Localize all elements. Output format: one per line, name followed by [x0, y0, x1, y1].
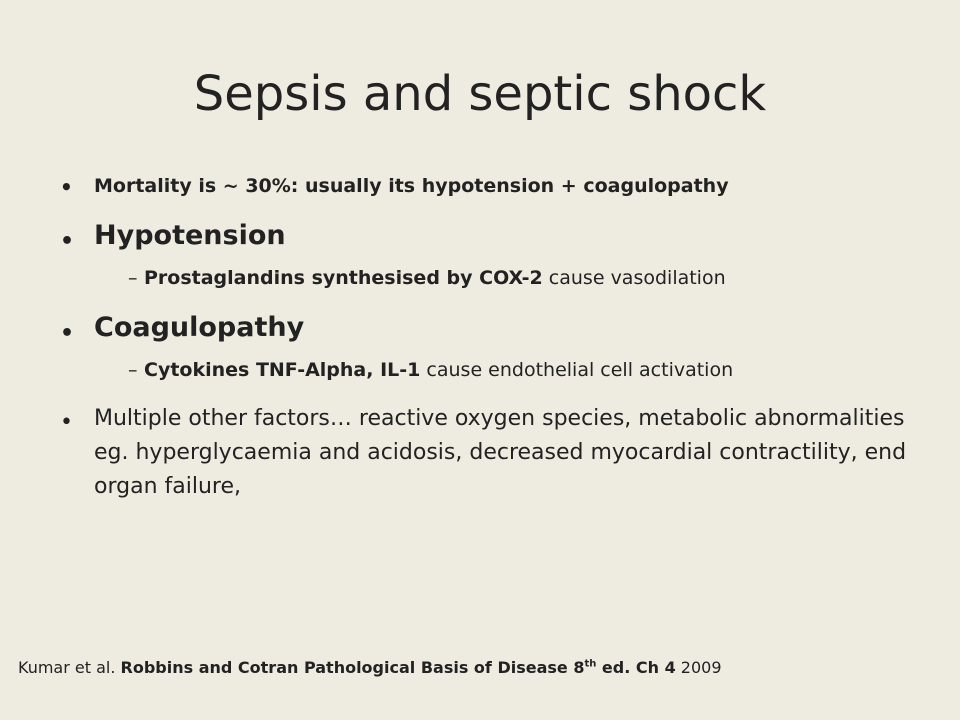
- bullet-coagulopathy-text: Coagulopathy: [94, 312, 305, 343]
- bullet-list: [58, 172, 918, 504]
- bullet-other-factors-text: Multiple other factors… reactive oxygen species, metabolic abnormalities eg. hyperglycaemia and acidosis, decreased myocardial contractility, end organ failure,: [94, 406, 907, 499]
- dash-icon: –: [128, 359, 138, 381]
- subbullet-cytokines-bold: Cytokines TNF-Alpha, IL-1: [144, 359, 421, 381]
- reference-year: 2009: [675, 658, 722, 677]
- subbullet-prostaglandins-bold: Prostaglandins synthesised by COX-2: [144, 267, 543, 289]
- reference-citation: [18, 656, 722, 680]
- bullet-coagulopathy: [58, 310, 918, 346]
- bullet-mortality: [58, 172, 918, 200]
- subbullet-prostaglandins-rest: cause vasodilation: [542, 267, 726, 289]
- reference-edition-sup: th: [584, 658, 597, 670]
- bullet-hypotension: [58, 218, 918, 254]
- bullet-hypotension-text: Hypotension: [94, 220, 286, 251]
- bullet-mortality-text: Mortality is ~ 30%: usually its hypotension + coagulopathy: [94, 175, 729, 197]
- bullet-icon: •: [60, 229, 75, 254]
- bullet-icon: •: [60, 410, 73, 435]
- slide-title: Sepsis and septic shock: [193, 66, 767, 122]
- dash-icon: –: [128, 267, 138, 289]
- bullet-icon: •: [60, 321, 75, 346]
- subbullet-prostaglandins: [58, 264, 918, 292]
- bullet-icon: •: [60, 175, 73, 199]
- reference-edition: ed. Ch 4: [596, 658, 676, 677]
- reference-book: Robbins and Cotran Pathological Basis of Disease 8: [120, 658, 585, 677]
- bullet-other-factors: [58, 402, 918, 504]
- subbullet-cytokines: [58, 356, 918, 384]
- reference-authors: Kumar et al.: [18, 658, 121, 677]
- subbullet-cytokines-rest: cause endothelial cell activation: [420, 359, 734, 381]
